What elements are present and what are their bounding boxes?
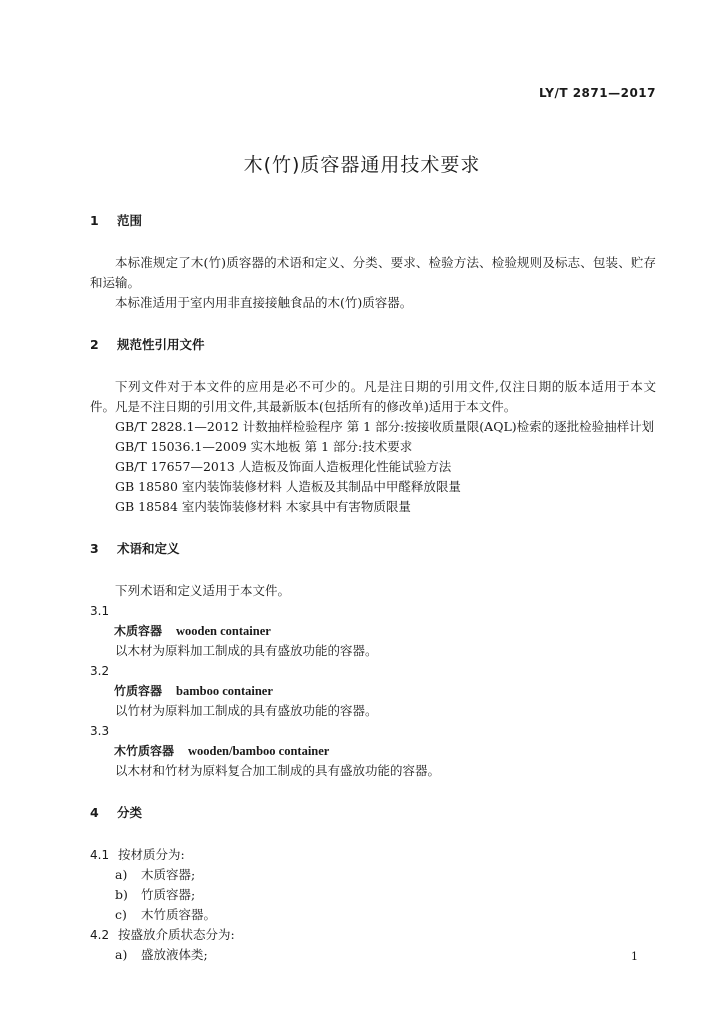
clause-4-2 [90,925,656,945]
clause-text: 按盛放介质状态分为: [118,927,235,942]
term-entry [90,681,656,701]
section-number: 4 [90,805,99,820]
list-item [90,945,656,965]
term-entry [90,741,656,761]
list-text: 竹质容器; [141,887,196,902]
reference-item: GB/T 17657—2013 人造板及饰面人造板理化性能试验方法 [115,459,452,474]
scope-paragraph-1: 本标准规定了木(竹)质容器的术语和定义、分类、要求、检验方法、检验规则及标志、包装、贮存和运输。 [90,255,656,290]
section-number: 1 [90,213,99,228]
clause-number: 4.1 [90,848,110,862]
list-item [90,905,656,925]
reference-item: GB 18580 室内装饰装修材料 人造板及其制品中甲醛释放限量 [115,479,461,494]
section-title: 分类 [117,805,143,820]
terms-intro-paragraph: 下列术语和定义适用于本文件。 [115,583,291,598]
section-heading-normative-references [90,335,656,355]
clause-text: 按材质分为: [118,847,185,862]
references-intro-paragraph: 下列文件对于本文件的应用是必不可少的。凡是注日期的引用文件,仅注日期的版本适用于本文件。凡是不注日期的引用文件,其最新版本(包括所有的修改单)适用于本文件。 [90,379,656,414]
term-chinese: 竹质容器 [114,684,163,698]
term-english: bamboo container [176,684,273,698]
list-marker: a) [115,867,128,882]
term-chinese: 木竹质容器 [114,744,175,758]
section-heading-classification [90,803,656,823]
term-number: 3.2 [90,664,110,678]
clause-number: 4.2 [90,928,110,942]
section-number: 3 [90,541,99,556]
term-entry [90,621,656,641]
term-definition: 以木材为原料加工制成的具有盛放功能的容器。 [115,643,378,658]
reference-item: GB/T 15036.1—2009 实木地板 第 1 部分:技术要求 [115,439,413,454]
clause-4-1 [90,845,656,865]
term-number: 3.3 [90,724,110,738]
standard-number: LY/T 2871—2017 [538,86,656,100]
page-number: 1 [631,950,638,963]
reference-item: GB 18584 室内装饰装修材料 木家具中有害物质限量 [115,499,411,514]
term-english: wooden container [176,624,271,638]
section-heading-scope [90,211,656,231]
list-marker: b) [115,887,128,902]
document-title: 木(竹)质容器通用技术要求 [243,154,481,176]
list-text: 木质容器; [141,867,196,882]
list-marker: a) [115,947,128,962]
section-heading-terms-definitions [90,539,656,559]
section-title: 术语和定义 [117,541,180,556]
section-number: 2 [90,337,99,352]
term-number: 3.1 [90,604,110,618]
list-text: 木竹质容器。 [141,907,217,922]
term-english: wooden/bamboo container [188,744,330,758]
term-definition: 以竹材为原料加工制成的具有盛放功能的容器。 [115,703,378,718]
term-chinese: 木质容器 [114,624,163,638]
scope-paragraph-2: 本标准适用于室内用非直接接触食品的木(竹)质容器。 [115,295,413,310]
section-title: 规范性引用文件 [117,337,205,352]
document-body [90,211,656,965]
list-item [90,865,656,885]
section-title: 范围 [117,213,143,228]
term-definition: 以木材和竹材为原料复合加工制成的具有盛放功能的容器。 [115,763,441,778]
list-text: 盛放液体类; [141,947,208,962]
list-item [90,885,656,905]
list-marker: c) [115,907,127,922]
reference-item: GB/T 2828.1—2012 计数抽样检验程序 第 1 部分:按接收质量限(AQL)检索的逐批检验抽样计划 [115,419,655,434]
